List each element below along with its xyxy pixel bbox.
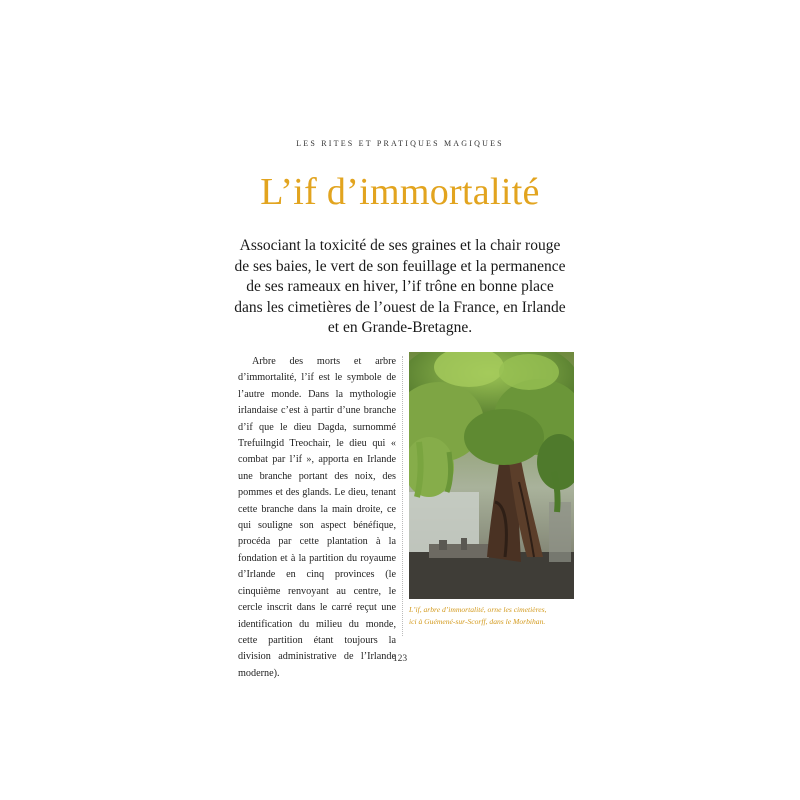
column-divider [402, 356, 403, 636]
body-paragraph: Arbre des morts et arbre d’immortalité, l’if est le symbole de l’autre monde. Dans la mythologie irlandaise c’est à partir d’une branche d’if que le dieu Dagda, surnommé Trefuilngid Treochair, le dieu qui « combat par l’if », apporta en Irlande une branche portant des noix, des pommes et des glands. Le dieu, tenant cette branche dans la main droite, ce qui souligne son aspect bénéfique, procéda par cette plantation à la fondation et à la partition du royaume d’Irlande en cinq provinces (le cinquième renvoyant au centre, le cercle inscrit dans le carré reçut une identification du milieu du monde, cette partition étant toujours la division administrative de l’Irlande moderne). [238, 356, 396, 679]
caption-line: L’if, arbre d’immortalité, orne les cimetières, [409, 605, 547, 614]
lead-line: Associant la toxicité de ses graines et la chair rouge [239, 237, 561, 254]
running-head: LES RITES ET PRATIQUES MAGIQUES [296, 139, 504, 148]
yew-tree-illustration [409, 352, 574, 599]
yew-tree-photo [409, 352, 574, 599]
lead-line: dans les cimetières de l’ouest de la France, en Irlande [234, 298, 566, 316]
photo-caption [409, 604, 577, 627]
page-number: 123 [392, 654, 408, 664]
page-title: L’if d’immortalité [260, 171, 540, 213]
caption-line: ici à Guémené-sur-Scorff, dans le Morbihan. [409, 616, 546, 626]
lead-line: et en Grande-Bretagne. [327, 319, 473, 336]
lead-line: de ses baies, le vert de son feuillage et la permanence [234, 257, 566, 275]
lead-line: de ses rameaux en hiver, l’if trône en bonne place [246, 278, 554, 295]
lead-paragraph [220, 236, 580, 339]
body-column [238, 354, 396, 682]
